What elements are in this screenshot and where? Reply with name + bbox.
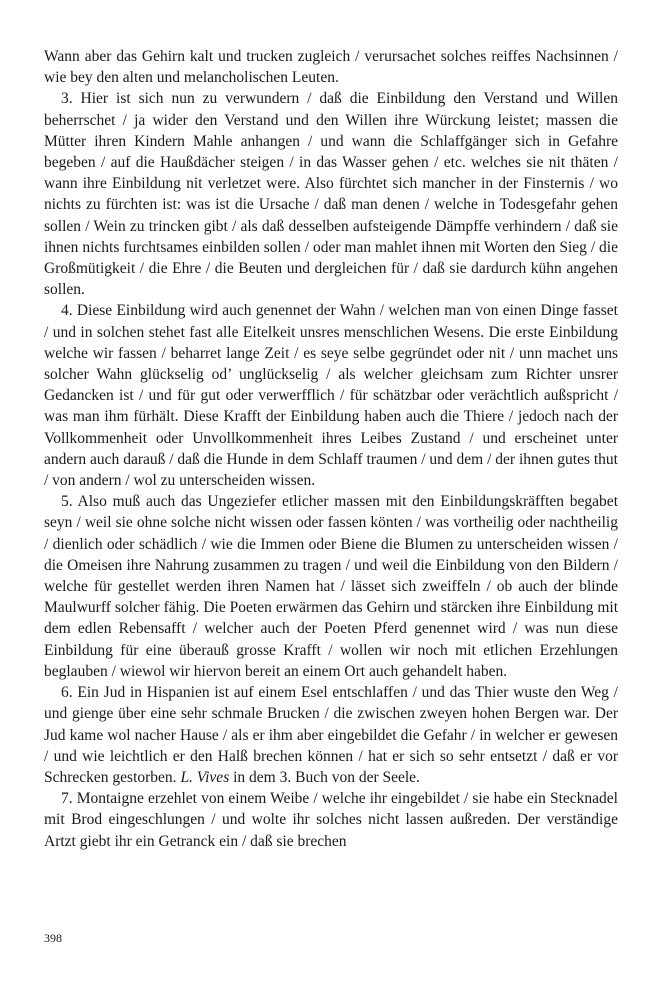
page-number: 398: [44, 931, 62, 945]
paragraph-6-text: 6. Ein Jud in Hispanien ist auf einem Esel entschlaffen / und das Thier wuste den Weg / und gienge über eine sehr schmale Brucken / die zwischen zweyen hohen Bergen war. Der Jud kame wol nacher Hause / als er ihm aber eingebildet die Gefahr / in welcher er gewesen / und wie leichtlich er den Halß brechen können / hat er sich so sehr entsetzt / daß er vor Schrecken gestorben.: [44, 684, 618, 786]
paragraph-7: 7. Montaigne erzehlet von einem Weibe / welche ihr eingebildet / sie habe ein Stecknadel mit Brod eingeschlungen / und wolte ihr solches nicht lassen außreden. Der verständige Artzt giebt ihr ein Getranck ein / daß sie brechen: [44, 790, 618, 850]
citation-source: in dem 3. Buch von der Seele.: [229, 768, 420, 786]
paragraph-4: 4. Diese Einbildung wird auch genennet der Wahn / welchen man von einen Dinge fasset / und in solchen stehet fast alle Eitelkeit unsres menschlichen Wesens. Die erste Einbildung welche wir fassen / beharret lange Zeit / es seye selbe gegründet oder nit / unn machet uns solcher Wahn glückselig od’ unglückselig / als welcher gleichsam zum Richter unsrer Gedancken ist / und für gut oder verwerfflich / für schätzbar oder verächtlich außspricht / was man ihm fürhält. Diese Krafft der Einbildung haben auch die Thiere / jedoch nach der Vollkommenheit oder Unvollkommenheit ihres Leibes Zustand / und erscheinet unter andern auch darauß / daß die Hunde in dem Schlaff traumen / und dem / der ihnen gutes thut / von andern / wol zu unterscheiden wissen.: [44, 302, 618, 490]
paragraph-5: 5. Also muß auch das Ungeziefer etlicher massen mit den Einbildungskräfften begabet seyn / weil sie ohne solche nicht wissen oder fassen könten / was vortheilig oder nachtheilig / dienlich oder schädlich / wie die Immen oder Biene die Blumen zu unterscheiden wissen / die Omeisen ihre Nahrung zusammen zu tragen / und weil die Einbildung von den Bildern / welche für gestellet werden ihren Namen hat / lässet sich zweiffeln / ob auch der blinde Maulwurff solcher fähig. Die Poeten erwärmen das Gehirn und stärcken ihre Einbildung mit dem edlen Rebensafft / welcher auch der Poeten Pferd genennet wird / was nun diese Einbildung für eine überauß grosse Krafft / wollen wir noch mit etlichen Erzehlungen beglauben / wiewol wir hiervon bereit an einem Ort auch gehandelt haben.: [44, 493, 618, 680]
citation-author: L. Vives: [180, 768, 230, 786]
paragraph-6: [44, 682, 618, 788]
paragraph-3: 3. Hier ist sich nun zu verwundern / daß die Einbildung den Verstand und Willen beherrschet / ja wider den Verstand und den Willen ihre Würckung leistet; massen die Mütter ihren Kindern Mahle anhangen / und wann die Schlaffgänger sich in Gefahre begeben / auf die Haußdächer steigen / in das Wasser gehen / etc. welches sie nit thäten / wann ihre Einbildung nit verletzet were. Also fürchtet sich mancher in der Finsternis / wo nichts zu fürchten ist: was ist die Ursache / daß man denen / welche in Todesgefahr gehen sollen / Wein zu trincken gibt / als daß desselben aufsteigende Dämpffe verhindern / daß sie ihnen nichts furchtsames einbilden sollen / oder man mahlet ihnen mit Worten den Sieg / die Großmütigkeit / die Ehre / die Beuten und dergleichen für / daß sie dardurch kühn angehen sollen.: [44, 90, 618, 299]
paragraph-continuation: Wann aber das Gehirn kalt und trucken zugleich / verursachet solches reiffes Nachsinnen / wie bey den alten und melancholischen Leuten.: [44, 48, 618, 87]
page-body: [44, 46, 618, 852]
